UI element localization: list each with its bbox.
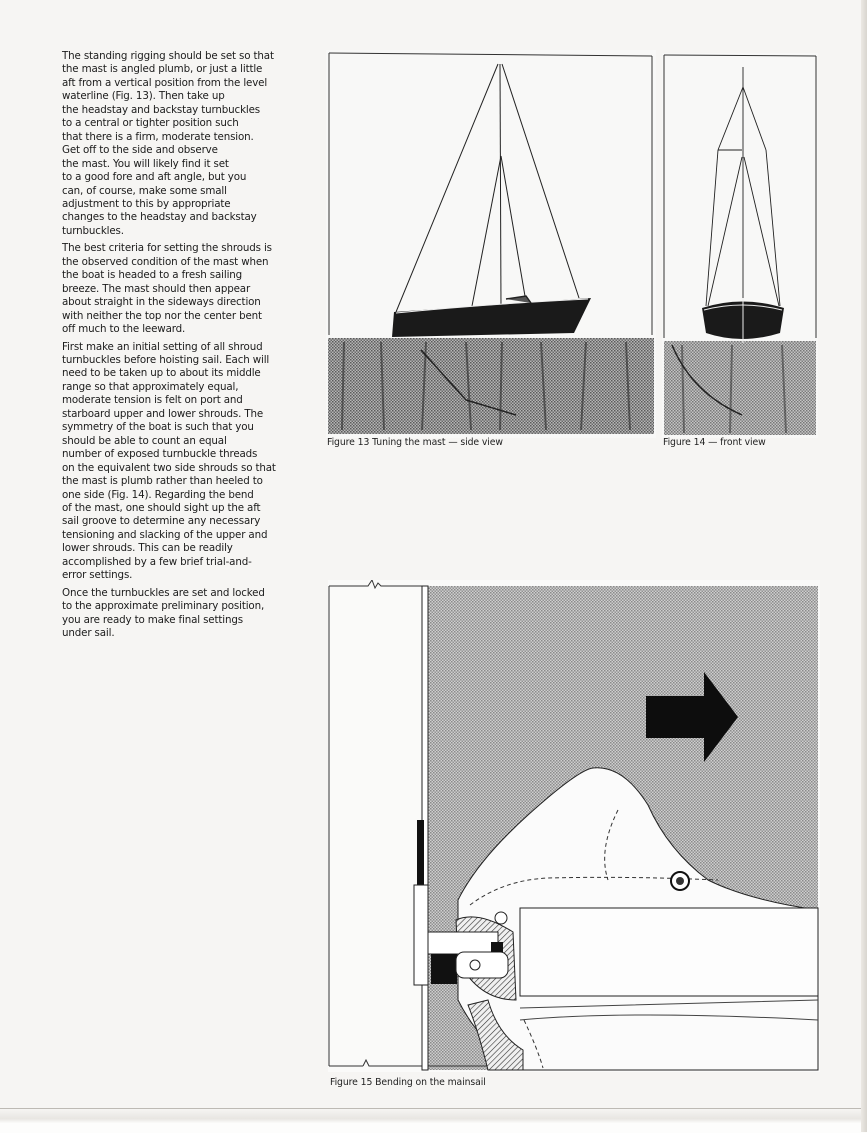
boom xyxy=(520,908,818,996)
figure-14-caption: Figure 14 — front view xyxy=(663,437,766,448)
paragraph-shroud-criteria: The best criteria for setting the shrouds is the observed condition of the mast when the boat is headed to a fresh sailing breeze. The mast should then appear about straight in the sideways direction with neither the top nor the center bent off much to the leeward. xyxy=(62,242,272,336)
page-bottom-edge xyxy=(0,1108,867,1133)
water-reflection xyxy=(328,338,654,434)
page-right-edge xyxy=(861,0,867,1132)
paragraph-initial-setting: First make an initial setting of all shroud turnbuckles before hoisting sail. Each will need to be taken up to about its middle range so that approximately equal, moderate tension is felt on port and starboard upper and lower shrouds. The symmetry of the boat is such that you should be able to count an equal number of exposed turnbuckle threads on the equivalent two side shrouds so that the mast is plumb rather than heeled to one side (Fig. 14). Regarding the bend of the mast, one should sight up the aft sail groove to determine any necessary tensioning and slacking of the upper and lower shrouds. This can be readily accomplished by a few brief trial-and- error settings. xyxy=(62,340,276,582)
mast-track xyxy=(417,820,424,890)
body-text-column xyxy=(62,50,308,644)
figure-13-sailboat-side-view-icon xyxy=(326,50,656,438)
figure-15-mainsail-illustration-icon xyxy=(328,580,820,1072)
figure-13-caption: Figure 13 Tuning the mast — side view xyxy=(327,437,503,448)
figure-14-sailboat-front-view-icon xyxy=(662,53,818,438)
paragraph-final-settings: Once the turnbuckles are set and locked to the approximate preliminary position, you are ready to make final settings under sail. xyxy=(62,586,265,640)
paragraph-mast-angle: The standing rigging should be set so that the mast is angled plumb, or just a little aft from a vertical position from the level waterline (Fig. 13). Then take up the headstay and backstay turnbuckles to a central or tighter position such that there is a firm, moderate tension. Get off to the side and observe the mast. You will likely find it set to a good fore and aft angle, but you can, of course, make some small adjustment to this by appropriate changes to the headstay and backstay turnbuckles. xyxy=(62,50,274,237)
figure-15-caption: Figure 15 Bending on the mainsail xyxy=(330,1077,486,1088)
